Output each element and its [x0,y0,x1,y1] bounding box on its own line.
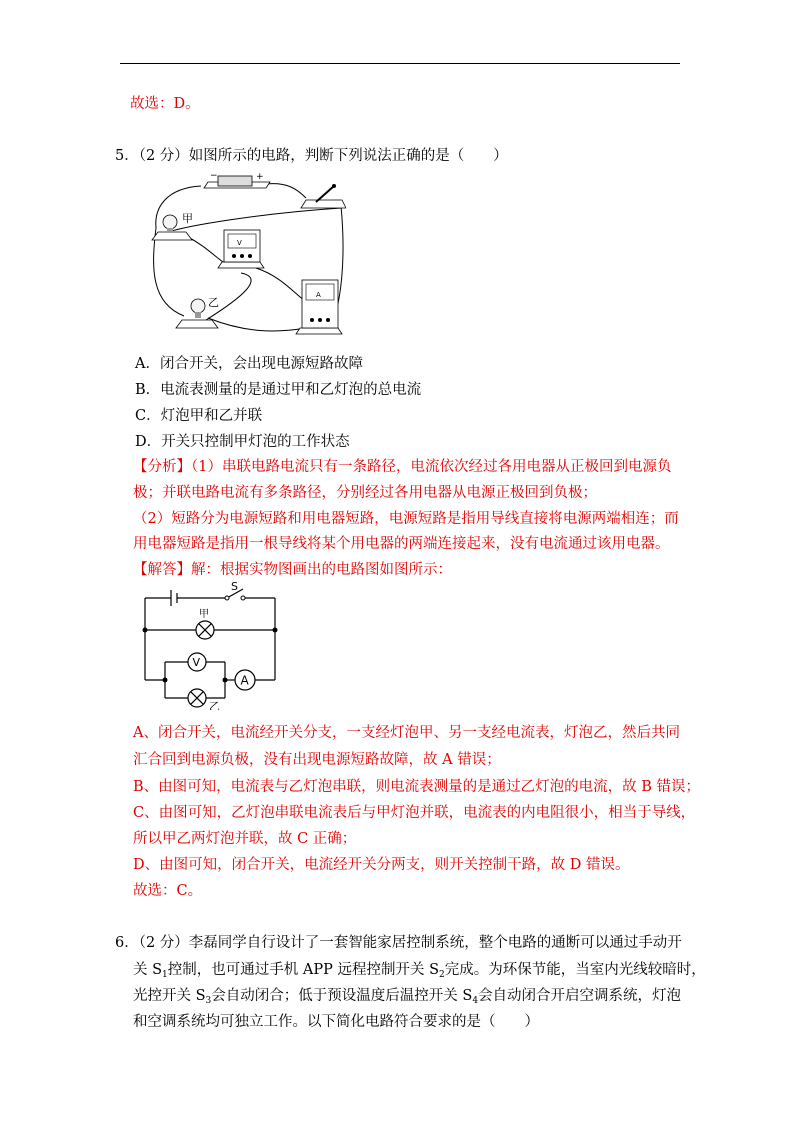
schematic-lamp-jia-label: 甲 [199,609,209,620]
q5-solution-intro: 【解答】解：根据实物图画出的电路图如图所示： [133,562,452,578]
q5-option-b: B．电流表测量的是通过甲和乙灯泡的总电流 [135,382,422,398]
q5-analysis-line-4: 用电器短路是指用一根导线将某个用电器的两端连接起来，没有电流通过该用电器。 [133,536,670,552]
ammeter-label: A [316,291,321,299]
lamp-jia-label: 甲 [182,212,193,225]
svg-text:+: + [256,172,264,182]
header-rule [120,63,680,64]
q5-answer-line-3: B、由图可知，电流表与乙灯泡串联，则电流表测量的是通过乙灯泡的电流，故 B 错误； [133,779,701,795]
q5-stem: 5．（2 分）如图所示的电路，判断下列说法正确的是（ ） [115,148,508,164]
q5-analysis-line-2: 极；并联电路电流有多条路径，分别经过各用电器从电源正极回到负极； [133,485,597,501]
q5-circuit-schematic [135,580,285,710]
svg-text:−: − [210,171,218,181]
q5-answer-line-1: A、闭合开关，电流经开关分支，一支经灯泡甲、另一支经电流表，灯泡乙，然后共同 [133,725,680,741]
q6-stem-line-3: 光控开关 $S_3$会自动闭合；低于预设温度后温控开关 $S_4$会自动闭合开启空调系统，灯泡 [133,988,682,1006]
schematic-switch-label: S [231,580,238,593]
battery-icon [204,171,270,188]
lamp-yi-label: 乙 [208,296,219,309]
q5-analysis-line-3: （2）短路分为电源短路和用电器短路，电源短路是指用导线直接将电源两端相连；而 [133,511,679,527]
voltmeter-icon [218,230,264,268]
schematic-lamp-yi-label: 乙 [209,700,220,710]
q5-answer-line-4: C、由图可知，乙灯泡串联电流表后与甲灯泡并联，电流表的内电阻很小，相当于导线， [133,805,696,821]
q6-stem-line-1: 6．（2 分）李磊同学自行设计了一套智能家居控制系统，整个电路的通断可以通过手动开 [115,935,682,951]
q5-answer-line-5: 所以甲乙两灯泡并联，故 C 正确； [133,831,357,847]
q5-option-a: A．闭合开关，会出现电源短路故障 [135,356,363,372]
q6-stem-line-2: 关 $S_1$控制，也可通过手机 APP 远程控制开关 $S_2$完成。为环保节能，当室内光线较暗时， [133,962,706,980]
q5-analysis-line-1: 【分析】（1）串联电路电流只有一条路径，电流依次经过各用电器从正极回到电源负 [133,459,672,475]
ammeter-icon [296,280,342,334]
previous-answer: 故选：D。 [130,96,200,112]
q5-option-d: D．开关只控制甲灯泡的工作状态 [135,434,350,450]
q5-answer-line-2: 汇合回到电源负极，没有出现电源短路故障，故 A 错误； [133,752,501,768]
schematic-ammeter-label: A [240,673,249,688]
q5-final-choice: 故选：C。 [133,883,203,899]
voltmeter-label: V [237,239,242,247]
q5-answer-line-6: D、由图可知，闭合开关，电流经开关分两支，则开关控制干路，故 D 错误。 [133,857,630,873]
q5-physical-circuit-figure [146,168,346,340]
q6-stem-line-4: 和空调系统均可独立工作。以下简化电路符合要求的是（ ） [133,1014,539,1030]
q5-option-c: C．灯泡甲和乙并联 [135,408,263,424]
schematic-voltmeter-label: V [192,656,201,669]
switch-icon [301,184,346,208]
